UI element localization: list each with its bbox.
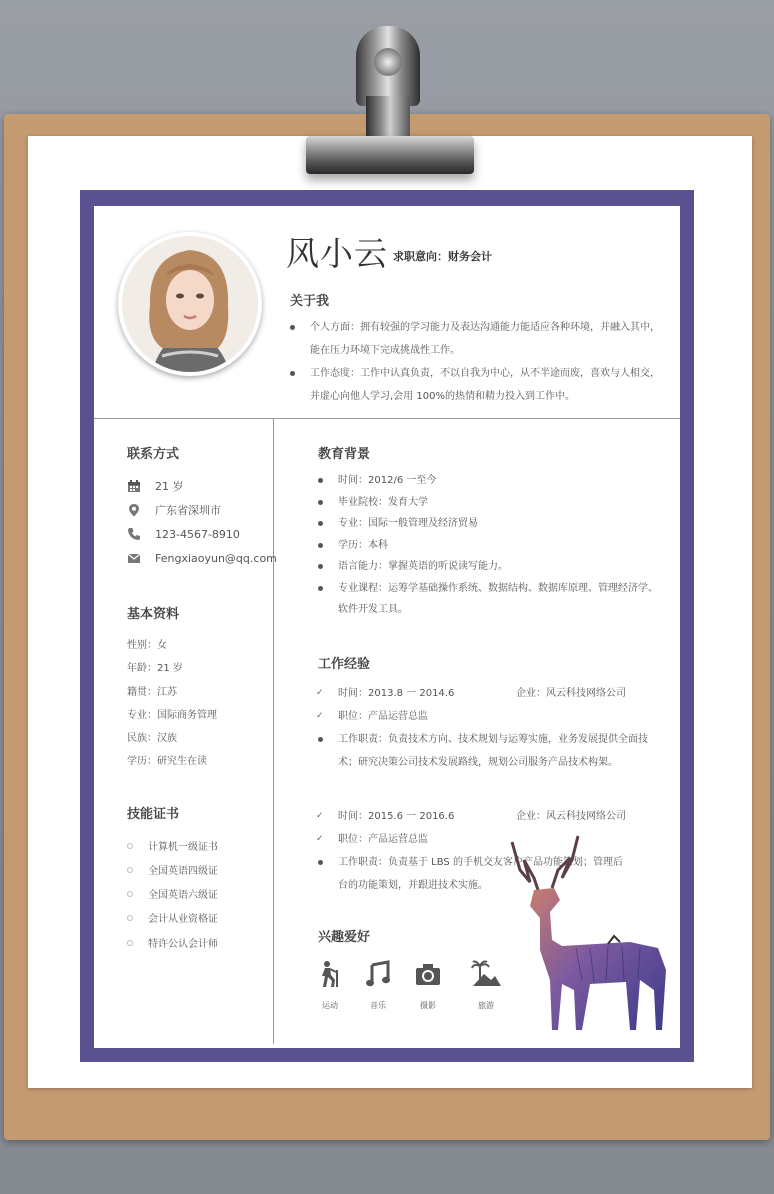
work-position: ✓ 职位：产品运营总监 xyxy=(318,705,663,728)
about-item: 工作态度：工作中认真负责，不以自我为中心，从不半途而废，喜欢与人相交，并虚心向他人学习,会用 100%的热情和精力投入到工作中。 xyxy=(290,362,662,408)
education-item: 专业课程：运筹学基础操作系统、数据结构、数据库原理、管理经济学、软件开发工具。 xyxy=(318,578,663,621)
basic-item: 专业：国际商务管理 xyxy=(127,710,217,721)
work-position: ✓ 职位：产品运营总监 xyxy=(318,828,663,851)
cert-item: 会计从业资格证 xyxy=(127,910,218,925)
header-divider xyxy=(94,418,680,419)
work-company: 企业：风云科技网络公司 xyxy=(516,688,626,699)
avatar xyxy=(118,232,262,376)
contact-title: 联系方式 xyxy=(127,447,180,462)
work-duty: 工作职责：负责技术方向、技术规划与运筹实施，业务发展提供全面技术；研究决策公司技术发展路线，规划公司服务产品技术构架。 xyxy=(318,728,663,774)
column-divider xyxy=(273,418,274,1044)
contact-email: Fengxiaoyun@qq.com xyxy=(127,549,277,567)
work-company: 企业：风云科技网络公司 xyxy=(516,811,626,822)
camera-icon xyxy=(414,960,442,988)
cert-item: 全国英语四级证 xyxy=(127,862,218,877)
contact-age: 21 岁 xyxy=(127,477,184,495)
mail-icon xyxy=(127,551,141,565)
work-time: ✓ 时间：2015.6 一 2016.6 企业：风云科技网络公司 xyxy=(318,805,663,828)
binder-clip-neck xyxy=(366,96,410,136)
basic-title: 基本资料 xyxy=(127,607,180,622)
basic-item: 籍贯：江苏 xyxy=(127,687,177,698)
cert-item: 全国英语六级证 xyxy=(127,886,218,901)
work-duty: 工作职责：负责基于 LBS 的手机交友客户产品功能策划；管理后台的功能策划，并跟进技术实施。 xyxy=(318,851,663,897)
basic-item: 民族：汉族 xyxy=(127,733,177,744)
hobby-music: 音乐 xyxy=(358,960,398,1011)
education-title: 教育背景 xyxy=(318,447,371,462)
candidate-name: 风小云 xyxy=(286,234,388,273)
phone-icon xyxy=(127,527,141,541)
hobby-sports: 运动 xyxy=(310,960,350,1011)
contact-phone: 123-4567-8910 xyxy=(127,525,240,543)
calendar-icon xyxy=(127,479,141,493)
basic-item: 学历：研究生在读 xyxy=(127,756,207,767)
cert-item: 计算机一级证书 xyxy=(127,838,218,853)
about-title: 关于我 xyxy=(290,294,330,309)
work-title: 工作经验 xyxy=(318,657,371,672)
hobby-travel: 旅游 xyxy=(466,960,506,1011)
education-item: 毕业院校：发育大学 xyxy=(318,492,663,514)
binder-clip-hole xyxy=(374,48,402,76)
about-item: 个人方面：拥有较强的学习能力及表达沟通能力能适应各种环境，并融入其中，能在压力环境下完成挑战性工作。 xyxy=(290,316,662,362)
hobbies-title: 兴趣爱好 xyxy=(318,930,371,945)
about-list xyxy=(290,316,662,408)
hiking-icon xyxy=(317,960,343,988)
education-item: 专业：国际一般管理及经济贸易 xyxy=(318,513,663,535)
basic-item: 年龄：21 岁 xyxy=(127,663,183,674)
certs-title: 技能证书 xyxy=(127,807,180,822)
cert-item: 特许公认会计师 xyxy=(127,935,218,950)
basic-item: 性别：女 xyxy=(127,640,167,651)
education-item: 学历：本科 xyxy=(318,535,663,557)
work-time: ✓ 时间：2013.8 一 2014.6 企业：风云科技网络公司 xyxy=(318,682,663,705)
job-intent: 求职意向：财务会计 xyxy=(393,250,492,263)
education-list xyxy=(318,470,663,621)
work-job-1 xyxy=(318,682,663,774)
deer-silhouette-illustration xyxy=(490,830,680,1045)
binder-clip-base xyxy=(306,136,474,174)
location-pin-icon xyxy=(127,503,141,517)
education-item: 时间：2012/6 一至今 xyxy=(318,470,663,492)
education-item: 语言能力：掌握英语的听说读写能力。 xyxy=(318,556,663,578)
hobby-photography: 摄影 xyxy=(408,960,448,1011)
contact-location: 广东省深圳市 xyxy=(127,501,221,519)
music-icon xyxy=(365,960,391,988)
